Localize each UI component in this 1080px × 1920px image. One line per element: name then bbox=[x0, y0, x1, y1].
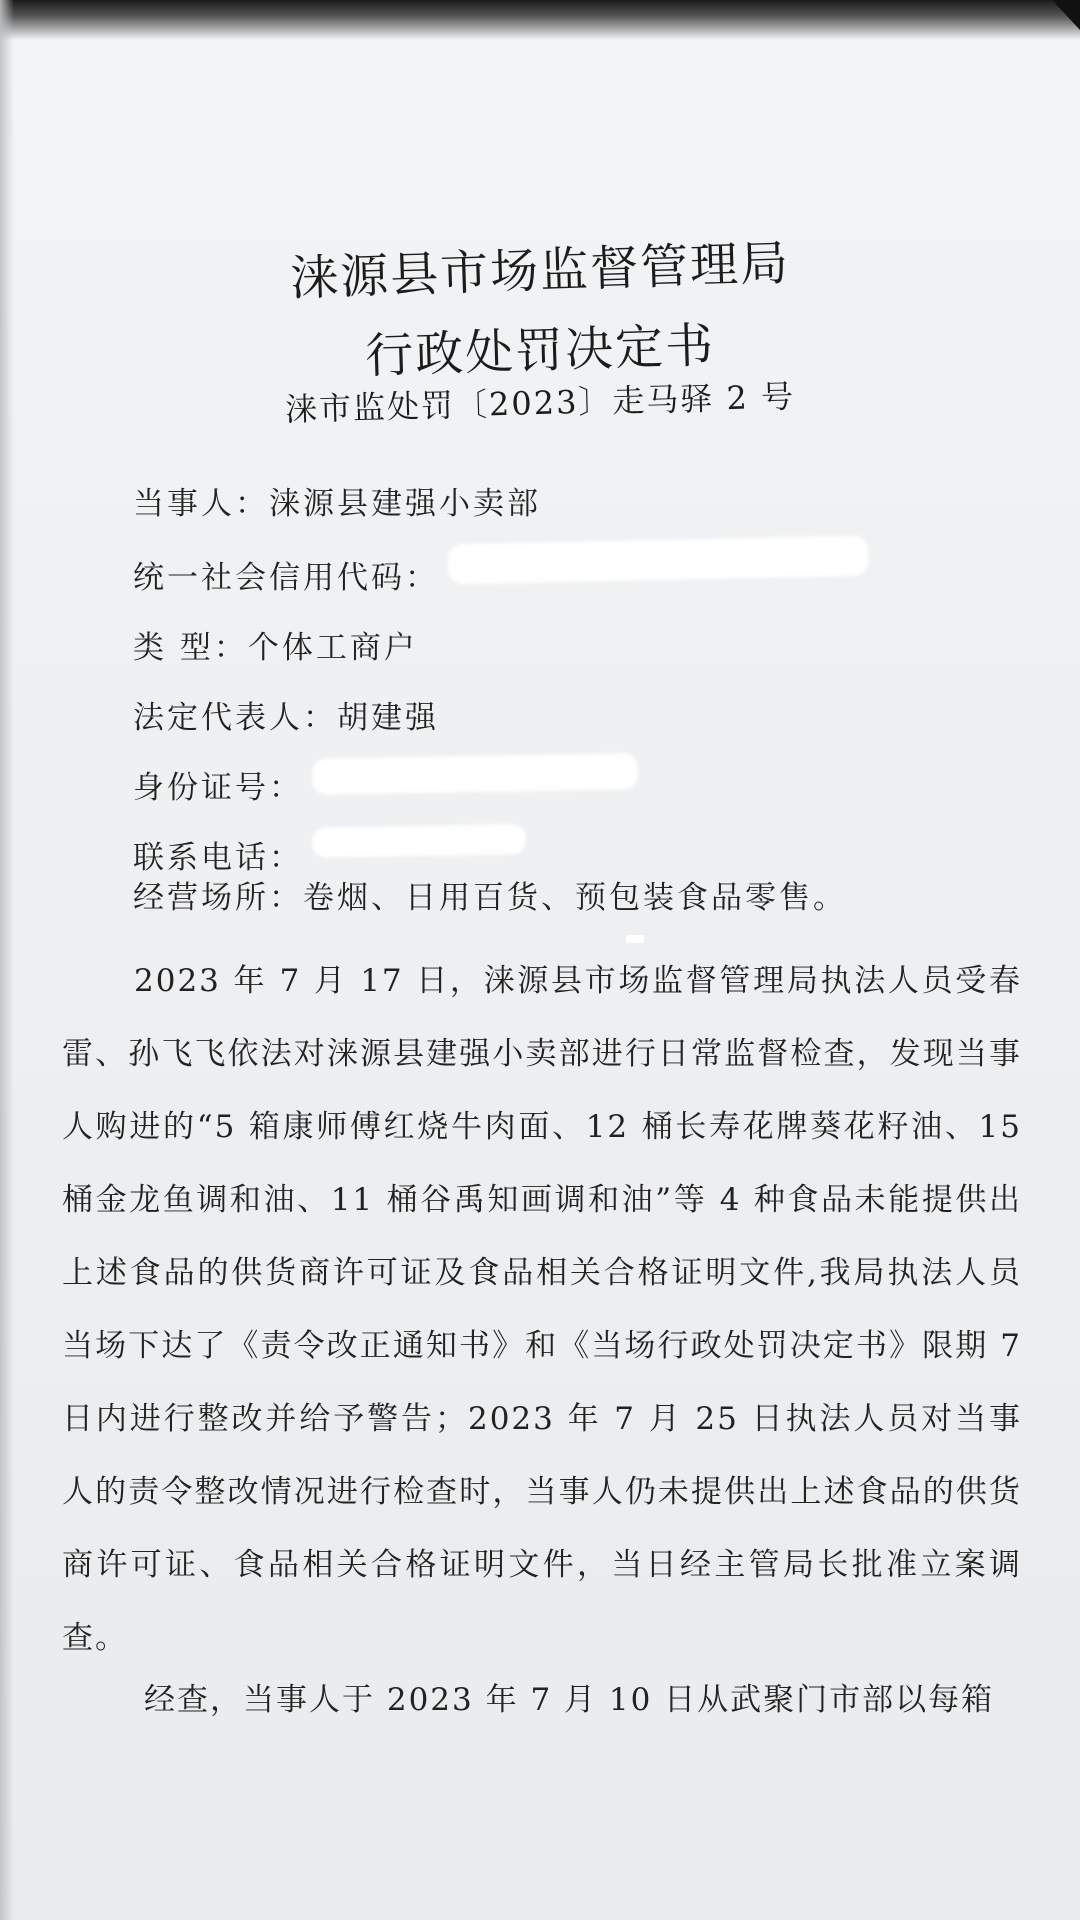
phone-field: 联系电话： bbox=[133, 840, 303, 876]
paper-corner-shadow bbox=[1052, 0, 1080, 30]
type-field: 类 型：个体工商户 bbox=[133, 630, 418, 666]
document-title-type: 行政处罚决定书 bbox=[364, 317, 716, 385]
paper-top-shadow bbox=[0, 0, 1080, 40]
business-field: 经营场所：卷烟、日用百货、预包装食品零售。 bbox=[133, 880, 847, 916]
body-paragraph-1: 2023 年 7 月 17 日，涞源县市场监督管理局执法人员受春雷、孙飞飞依法对涞源县建强小卖部进行日常监督检查，发现当事人购进的“5 箱康师傅红烧牛肉面、12 桶长寿花牌葵花籽油、15 桶金龙鱼调和油、11 桶谷禹知画调和油”等 4 种食品未能提供出上述食品的供货商许可证及食品相关合格证明文件,我局执法人员当场下达了《责令改正通知书》和《当场行政处罚决定书》限期 7 日内进行整改并给予警告；2023 年 7 月 25 日执法人员对当事人的责令整改情况进行检查时，当事人仍未提供出上述食品的供货商许可证、食品相关合格证明文件，当日经主管局长批准立案调查。 bbox=[62, 963, 1022, 1656]
body-paragraph-2: 经查，当事人于 2023 年 7 月 10 日从武聚门市部以每箱 bbox=[144, 1682, 995, 1718]
id-number-redaction bbox=[312, 753, 639, 795]
legal-representative-field: 法定代表人：胡建强 bbox=[133, 700, 439, 736]
paper-speck bbox=[626, 935, 644, 943]
id-number-field: 身份证号： bbox=[133, 770, 303, 806]
phone-redaction bbox=[312, 824, 526, 858]
document-title-agency: 涞源县市场监督管理局 bbox=[289, 235, 791, 307]
document-number: 涞市监处罚〔2023〕走马驿 2 号 bbox=[284, 377, 796, 429]
credit-code-field: 统一社会信用代码： bbox=[133, 560, 439, 596]
party-field: 当事人：涞源县建强小卖部 bbox=[133, 486, 541, 522]
credit-code-redaction bbox=[448, 536, 869, 585]
